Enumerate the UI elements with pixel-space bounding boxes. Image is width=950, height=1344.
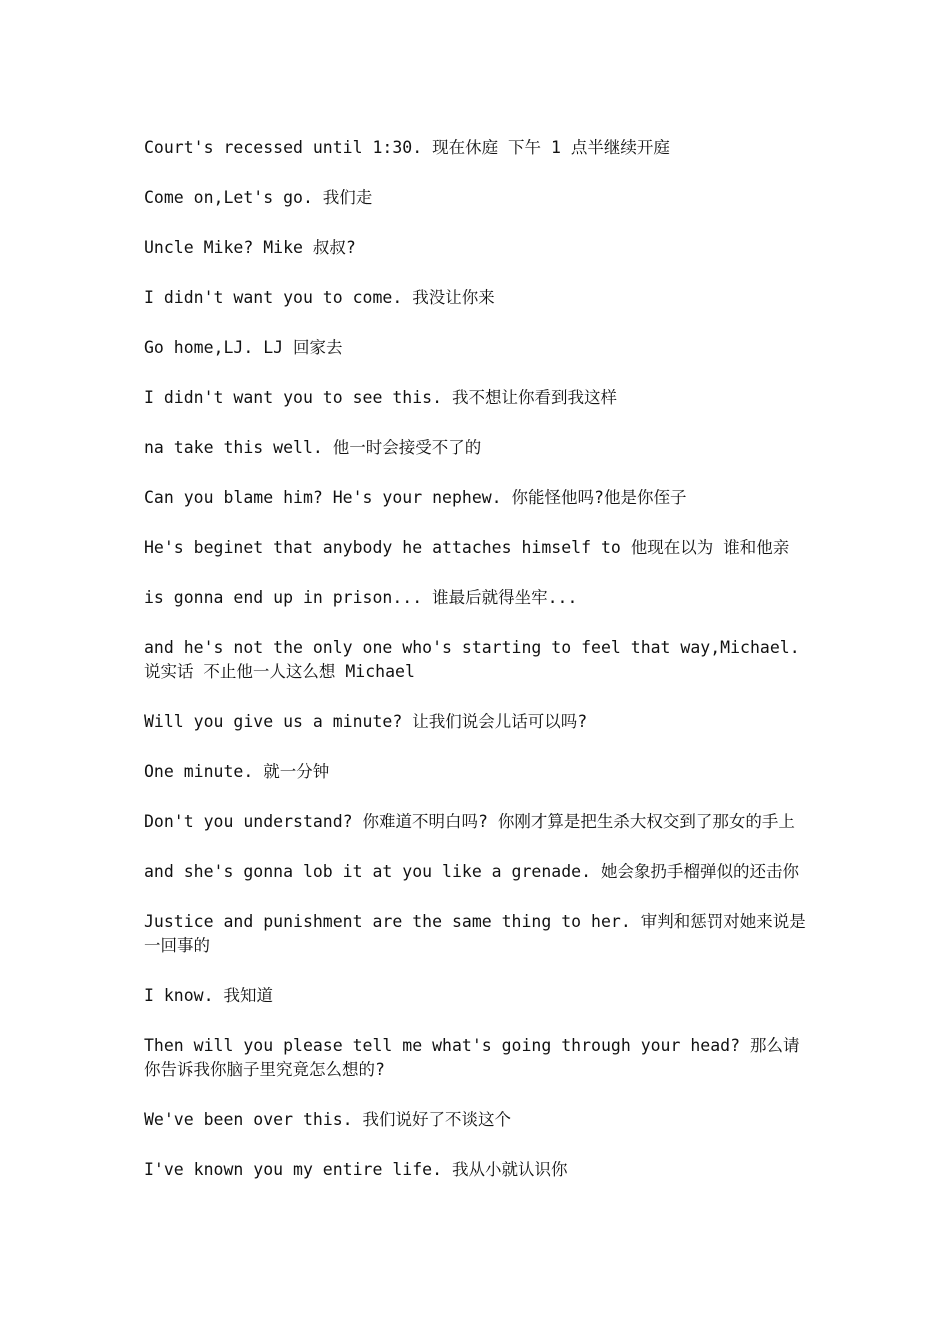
transcript-line: Come on,Let's go. 我们走 (144, 188, 373, 207)
transcript-line: I didn't want you to come. 我没让你来 (144, 288, 495, 307)
transcript-line: I've known you my entire life. 我从小就认识你 (144, 1160, 568, 1179)
transcript-line: One minute. 就一分钟 (144, 762, 330, 781)
transcript-line: Can you blame him? He's your nephew. 你能怪他吗?他是你侄子 (144, 488, 687, 507)
transcript-line: and she's gonna lob it at you like a grenade. 她会象扔手榴弹似的还击你 (144, 862, 799, 881)
transcript-line: Will you give us a minute? 让我们说会儿话可以吗? (144, 712, 588, 731)
transcript-body (144, 136, 808, 1208)
transcript-line: na take this well. 他一时会接受不了的 (144, 438, 482, 457)
transcript-line: Court's recessed until 1:30. 现在休庭 下午 1 点半继续开庭 (144, 138, 670, 157)
transcript-line: I know. 我知道 (144, 986, 273, 1005)
transcript-line: Go home,LJ. LJ 回家去 (144, 338, 343, 357)
transcript-line: Then will you please tell me what's going through your head? 那么请你告诉我你脑子里究竟怎么想的? (144, 1036, 800, 1079)
transcript-line: We've been over this. 我们说好了不谈这个 (144, 1110, 512, 1129)
transcript-line: I didn't want you to see this. 我不想让你看到我这样 (144, 388, 617, 407)
transcript-line: Uncle Mike? Mike 叔叔? (144, 238, 356, 257)
transcript-line: is gonna end up in prison... 谁最后就得坐牢... (144, 588, 578, 607)
transcript-line: and he's not the only one who's starting to feel that way,Michael. 说实话 不止他一人这么想 Michael (144, 638, 800, 681)
transcript-line: Don't you understand? 你难道不明白吗? 你刚才算是把生杀大权交到了那女的手上 (144, 812, 795, 831)
transcript-line: He's beginet that anybody he attaches himself to 他现在以为 谁和他亲 (144, 538, 790, 557)
transcript-line: Justice and punishment are the same thing to her. 审判和惩罚对她来说是一回事的 (144, 912, 806, 955)
